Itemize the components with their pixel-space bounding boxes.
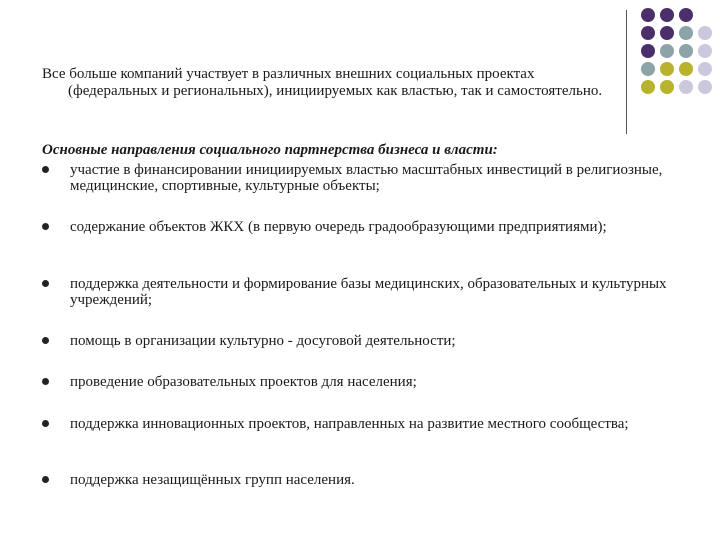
decor-dot xyxy=(698,62,712,76)
intro-line-1: Все больше компаний участвует в различных внешних социальных проектах xyxy=(42,66,535,82)
decor-dot xyxy=(660,8,674,22)
list-item-text: помощь в организации культурно - досуговой деятельности; xyxy=(70,333,456,349)
bullet-icon xyxy=(42,337,49,344)
intro-line-2: (федеральных и региональных), инициируемых как властью, так и самостоятельно. xyxy=(68,83,603,99)
section-heading: Основные направления социального партнерства бизнеса и власти: xyxy=(42,142,498,158)
list-item xyxy=(42,333,682,349)
bullet-icon xyxy=(42,378,49,385)
list-item xyxy=(42,276,682,308)
list-item xyxy=(42,472,682,488)
bullet-icon xyxy=(42,420,49,427)
list-item-text: участие в финансировании инициируемых властью масштабных инвестиций в религиозные, медицинские, спортивные, культурные объекты; xyxy=(70,162,663,194)
list-item-text: поддержка инновационных проектов, направленных на развитие местного сообщества; xyxy=(70,416,629,432)
decor-dot xyxy=(641,8,655,22)
decor-dot xyxy=(679,26,693,40)
intro-paragraph xyxy=(42,66,692,100)
bullet-icon xyxy=(42,476,49,483)
decor-dot xyxy=(679,44,693,58)
decor-dot xyxy=(698,44,712,58)
decor-dot xyxy=(641,44,655,58)
list-item-text: проведение образовательных проектов для населения; xyxy=(70,374,417,390)
list-item-text: содержание объектов ЖКХ (в первую очередь градообразующими предприятиями); xyxy=(70,219,607,235)
decor-dot xyxy=(660,44,674,58)
list-item xyxy=(42,162,682,194)
decor-dot xyxy=(698,26,712,40)
bullet-icon xyxy=(42,166,49,173)
list-item-text: поддержка незащищённых групп населения. xyxy=(70,472,355,488)
decor-dot xyxy=(698,80,712,94)
list-item xyxy=(42,374,682,390)
list-item-text: поддержка деятельности и формирование базы медицинских, образовательных и культурных учреждений; xyxy=(70,276,667,308)
decor-dot xyxy=(660,26,674,40)
decor-dot xyxy=(679,8,693,22)
list-item xyxy=(42,219,682,235)
list-item xyxy=(42,416,682,432)
bullet-icon xyxy=(42,223,49,230)
bullet-icon xyxy=(42,280,49,287)
decor-dot xyxy=(641,26,655,40)
